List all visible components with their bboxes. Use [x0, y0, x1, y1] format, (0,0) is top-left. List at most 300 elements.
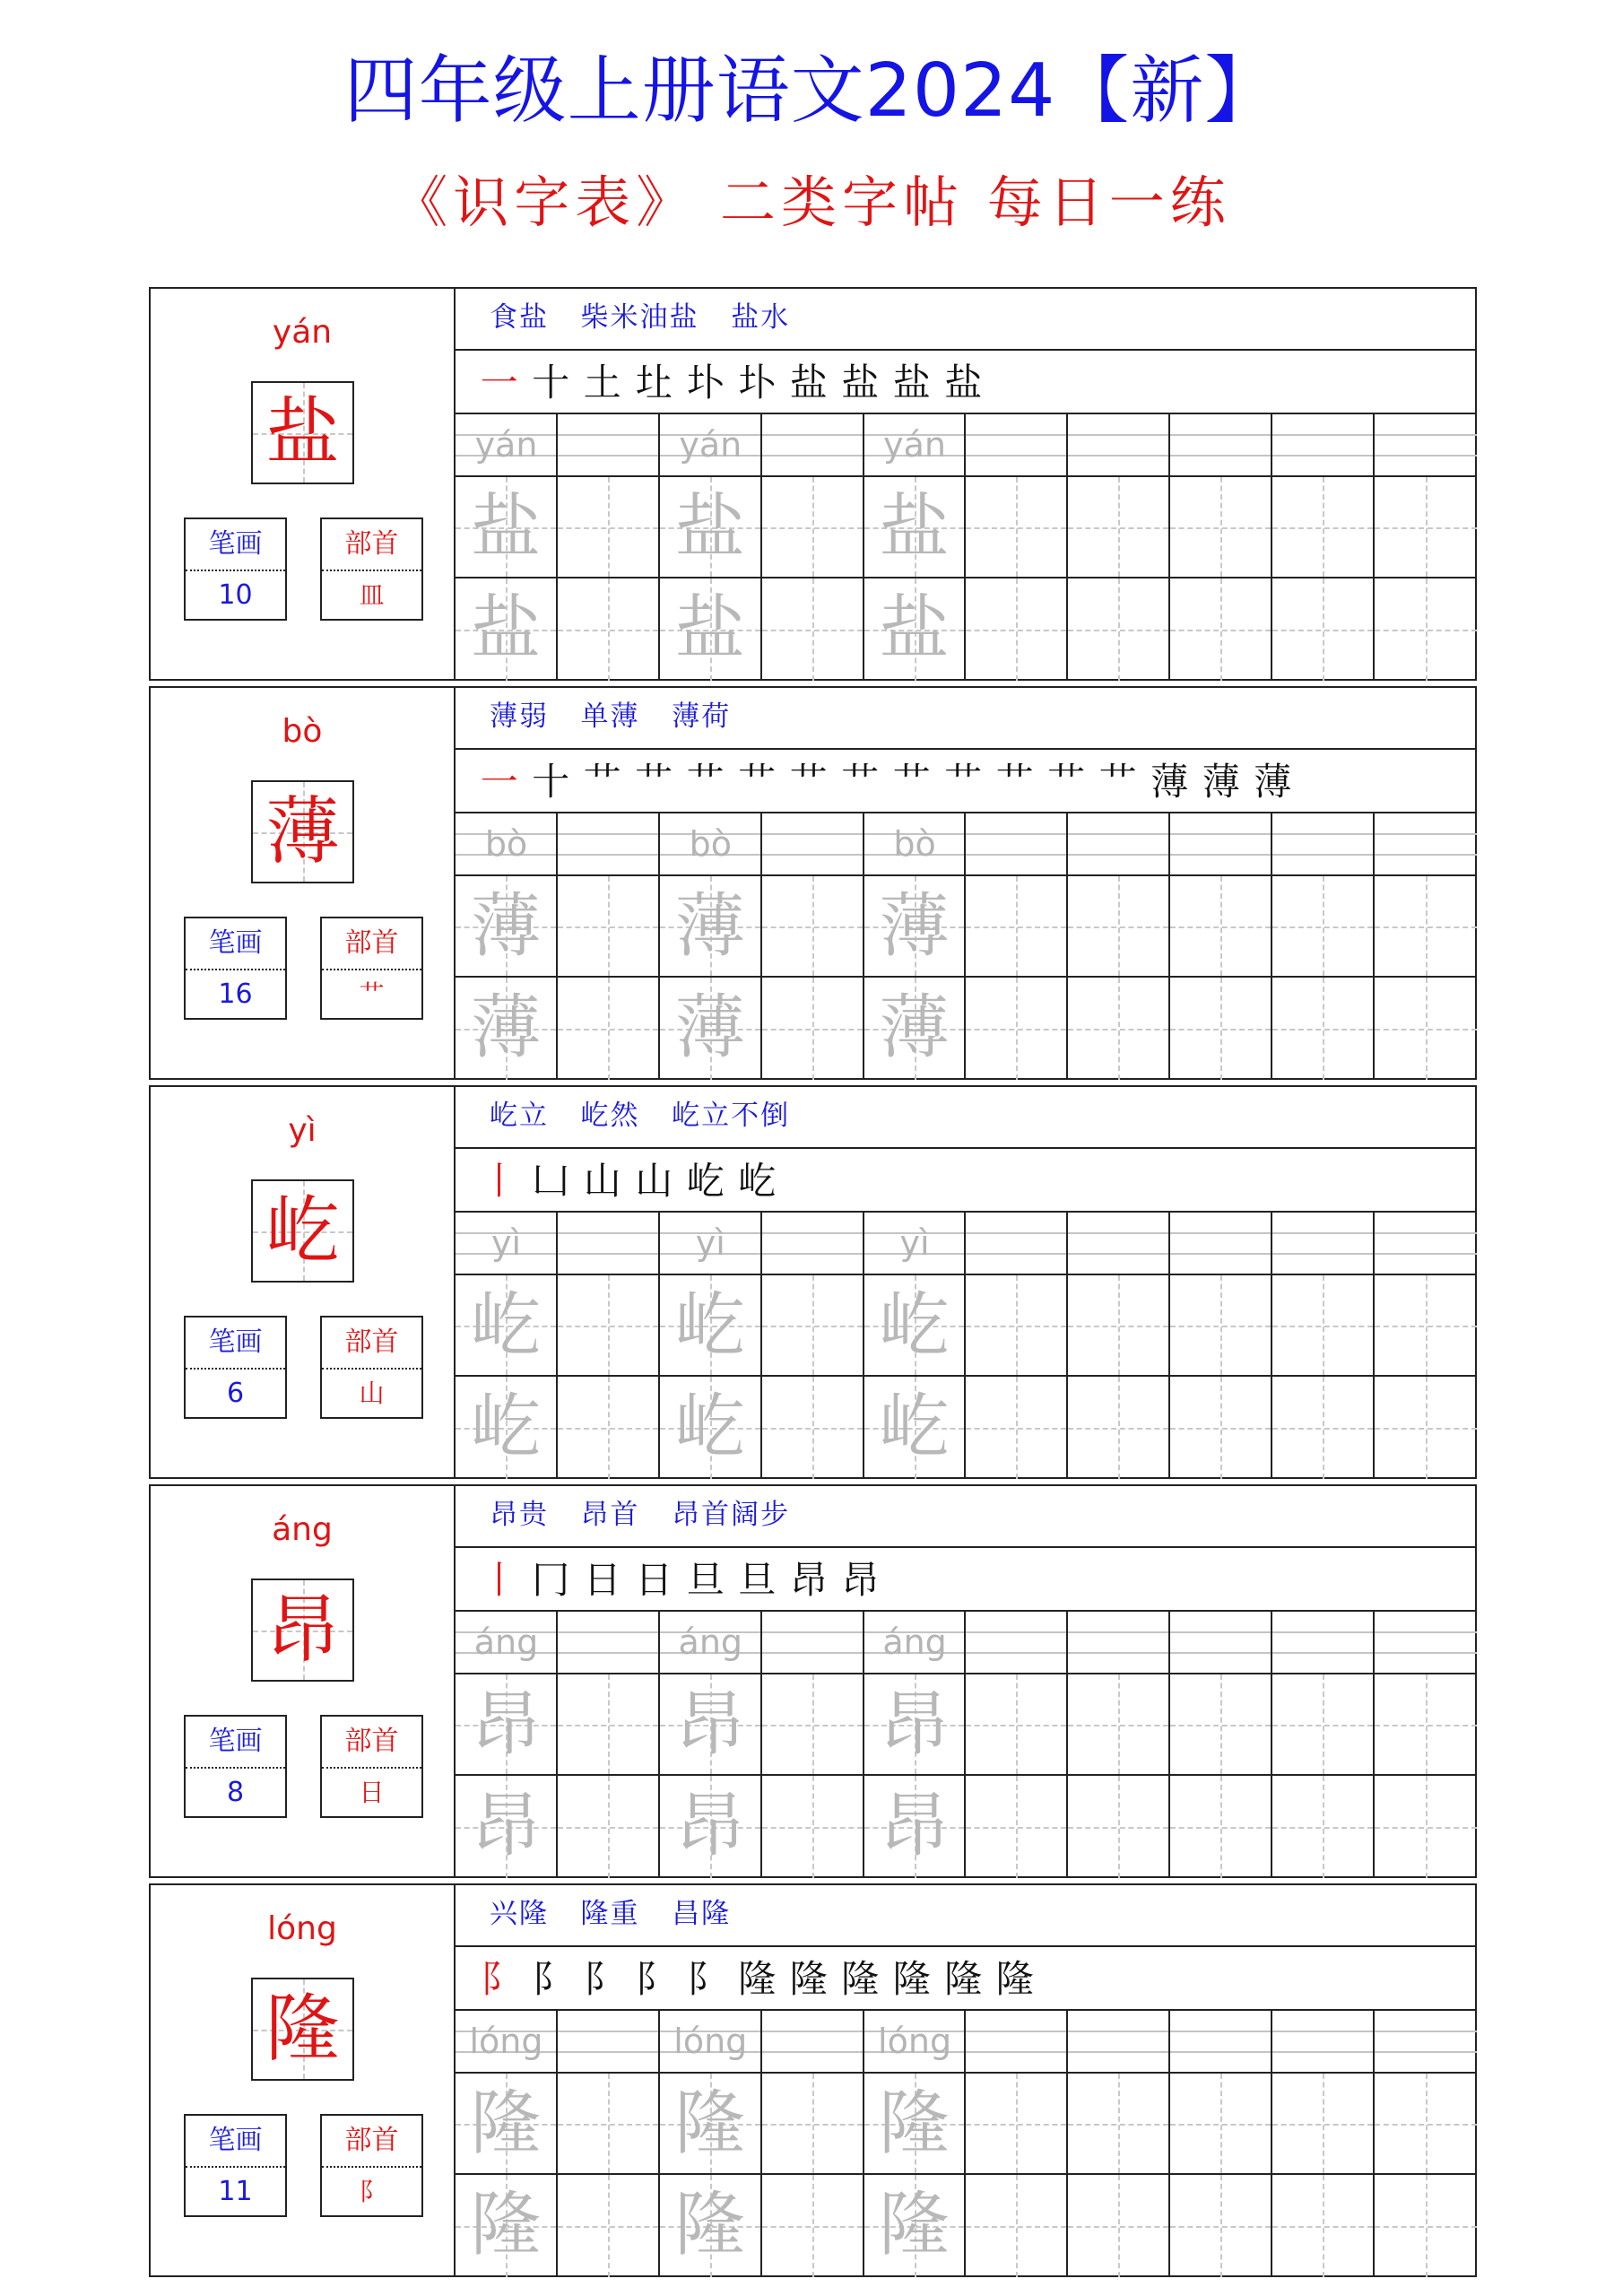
- character-cell[interactable]: [1170, 578, 1272, 681]
- stroke-step: 盐: [841, 361, 880, 404]
- pinyin-cell[interactable]: [1170, 1213, 1272, 1274]
- traced-pinyin: yán: [474, 425, 538, 465]
- stroke-step: 丨: [480, 1558, 518, 1602]
- character-cell[interactable]: [762, 2074, 864, 2173]
- guide-line-vertical: [1323, 978, 1324, 1080]
- stroke-count-label: 笔画: [208, 2125, 263, 2156]
- character-display-box: [251, 1978, 354, 2081]
- pinyin-cell[interactable]: [1375, 414, 1477, 475]
- guide-line-vertical: [812, 1377, 814, 1479]
- guide-line-vertical: [1323, 2175, 1324, 2277]
- pinyin-cell[interactable]: [558, 1213, 660, 1274]
- guide-line-vertical: [1016, 1377, 1018, 1479]
- traced-character: 屹: [674, 1387, 745, 1467]
- pinyin-cell[interactable]: [456, 2011, 558, 2072]
- guide-line-vertical: [1016, 2074, 1018, 2173]
- character-block-2: [149, 686, 1477, 1080]
- character-cell[interactable]: [1375, 1275, 1477, 1375]
- pinyin-cell[interactable]: [762, 414, 864, 475]
- traced-character: 屹: [674, 1285, 745, 1366]
- character-cell[interactable]: [1068, 578, 1170, 681]
- stroke-step: 冂: [532, 1558, 570, 1602]
- character-cell[interactable]: [558, 978, 660, 1080]
- character-cells: [456, 1275, 1477, 1375]
- character-cell[interactable]: [456, 1275, 558, 1375]
- character-cell[interactable]: [1272, 978, 1375, 1080]
- traced-character: 隆: [674, 2185, 745, 2266]
- stroke-order-row: [456, 351, 1477, 414]
- stroke-step: 薄: [1254, 760, 1292, 804]
- pinyin-cell[interactable]: [1068, 1612, 1170, 1673]
- character-cell[interactable]: [558, 1776, 660, 1878]
- guide-line-vertical: [1323, 876, 1324, 976]
- stroke-step: 山: [583, 1159, 621, 1203]
- character-cell[interactable]: [1068, 978, 1170, 1080]
- stroke-step: 隆: [841, 1957, 880, 2001]
- character-cell[interactable]: [966, 2074, 1068, 2173]
- radical-label: 部首: [344, 2125, 399, 2156]
- pinyin-cell[interactable]: [1272, 1612, 1375, 1673]
- pinyin-cell[interactable]: [864, 1612, 967, 1673]
- pinyin-practice-row[interactable]: [456, 1213, 1477, 1275]
- example-words: 薄弱 单薄 薄荷: [490, 700, 732, 733]
- character-cell[interactable]: [966, 1275, 1068, 1375]
- character-cell[interactable]: [864, 1275, 967, 1375]
- stroke-step: 艹: [944, 760, 983, 804]
- stroke-count-label: 笔画: [208, 927, 263, 959]
- character-cell[interactable]: [1272, 1776, 1375, 1878]
- pinyin-cell[interactable]: [660, 414, 762, 475]
- stroke-order-row: [456, 1149, 1477, 1213]
- character-cell[interactable]: [966, 1776, 1068, 1878]
- character-cell[interactable]: [1375, 876, 1477, 976]
- character-cell[interactable]: [864, 477, 967, 577]
- character-cell[interactable]: [966, 477, 1068, 577]
- character-cell[interactable]: [966, 2175, 1068, 2277]
- stroke-step: 盐: [789, 361, 828, 404]
- character-cell[interactable]: [558, 1377, 660, 1479]
- character-cell[interactable]: [864, 1776, 967, 1878]
- pinyin-cell[interactable]: [966, 1612, 1068, 1673]
- guide-line-vertical: [1118, 978, 1120, 1080]
- traced-character: 薄: [674, 987, 745, 1068]
- character-cell[interactable]: [1272, 1377, 1375, 1479]
- character-info-panel: [149, 686, 456, 1080]
- guide-line-vertical: [608, 578, 610, 681]
- character-cell[interactable]: [558, 876, 660, 976]
- guide-line-vertical: [1016, 477, 1018, 577]
- character-cell[interactable]: [966, 876, 1068, 976]
- character-cell[interactable]: [1375, 2074, 1477, 2173]
- character-cell[interactable]: [864, 2175, 967, 2277]
- character-cell[interactable]: [1272, 1674, 1375, 1774]
- character-cell[interactable]: [762, 978, 864, 1080]
- stroke-step: 薄: [1202, 760, 1240, 804]
- pinyin-cell[interactable]: [456, 1612, 558, 1673]
- pinyin-cell[interactable]: [456, 1213, 558, 1274]
- guide-line-vertical: [1118, 876, 1120, 976]
- character-cell[interactable]: [456, 1674, 558, 1774]
- traced-character: 屹: [879, 1285, 950, 1366]
- character-cell[interactable]: [660, 2175, 762, 2277]
- pinyin-cell[interactable]: [1170, 1612, 1272, 1673]
- stroke-order-sequence: [473, 1952, 1041, 2006]
- guide-line-vertical: [1016, 1275, 1018, 1375]
- pinyin-cells: [456, 414, 1477, 475]
- guide-line-vertical: [1323, 1674, 1324, 1774]
- character-cell[interactable]: [558, 1674, 660, 1774]
- traced-character: 隆: [470, 2083, 541, 2164]
- character-cell[interactable]: [1375, 578, 1477, 681]
- guide-line-vertical: [1220, 578, 1222, 681]
- character-cell[interactable]: [1170, 477, 1272, 577]
- character-cell[interactable]: [864, 1377, 967, 1479]
- stroke-count-value: 8: [226, 1777, 245, 1808]
- guide-line-vertical: [812, 978, 814, 1080]
- pinyin-cell[interactable]: [864, 414, 967, 475]
- stroke-step: 隆: [789, 1957, 828, 2001]
- radical-label: 部首: [344, 1326, 399, 1358]
- pinyin-cells: [456, 2011, 1477, 2072]
- traced-character: 屹: [470, 1387, 541, 1467]
- character-cells: [456, 2074, 1477, 2173]
- stroke-count-box: [184, 1715, 287, 1818]
- character-glyph: 薄: [265, 789, 340, 874]
- character-cell[interactable]: [456, 2074, 558, 2173]
- character-cell[interactable]: [1272, 876, 1375, 976]
- character-cell[interactable]: [660, 876, 762, 976]
- character-display-box: [251, 1179, 354, 1283]
- pinyin-cell[interactable]: [1170, 414, 1272, 475]
- character-cell[interactable]: [660, 978, 762, 1080]
- character-glyph: 昂: [265, 1587, 340, 1673]
- pinyin-cell[interactable]: [660, 1612, 762, 1673]
- stroke-order-sequence: [473, 1553, 886, 1607]
- character-cell[interactable]: [1272, 1275, 1375, 1375]
- character-cells: [456, 876, 1477, 976]
- character-cells: [456, 477, 1477, 577]
- character-cell[interactable]: [660, 1776, 762, 1878]
- guide-line-vertical: [1118, 1674, 1120, 1774]
- stroke-step: 艹: [892, 760, 931, 804]
- character-pinyin: yì: [288, 1112, 317, 1149]
- character-cell[interactable]: [864, 1674, 967, 1774]
- character-cell[interactable]: [660, 1377, 762, 1479]
- pinyin-cell[interactable]: [966, 414, 1068, 475]
- stroke-step: 圤: [738, 361, 777, 404]
- pinyin-cell[interactable]: [1375, 1213, 1477, 1274]
- character-cell[interactable]: [456, 1377, 558, 1479]
- character-cell[interactable]: [456, 578, 558, 681]
- page-title: 四年级上册语文2024【新】: [343, 48, 1280, 134]
- character-cell[interactable]: [1375, 477, 1477, 577]
- character-cell[interactable]: [1170, 978, 1272, 1080]
- guide-line-vertical: [1323, 2074, 1324, 2173]
- guide-line-vertical: [812, 876, 814, 976]
- character-cell[interactable]: [456, 978, 558, 1080]
- character-cell[interactable]: [966, 978, 1068, 1080]
- character-cell[interactable]: [762, 1776, 864, 1878]
- character-cell[interactable]: [558, 2074, 660, 2173]
- guide-line-vertical: [1220, 2175, 1222, 2277]
- character-cell[interactable]: [1068, 1674, 1170, 1774]
- character-glyph: 屹: [265, 1188, 340, 1274]
- pinyin-cell[interactable]: [1068, 2011, 1170, 2072]
- radical-label: 部首: [344, 528, 399, 560]
- guide-line-vertical: [1118, 477, 1120, 577]
- stroke-step: 艹: [1047, 760, 1086, 804]
- pinyin-cell[interactable]: [762, 1213, 864, 1274]
- character-cell[interactable]: [456, 1776, 558, 1878]
- example-words: 屹立 屹然 屹立不倒: [490, 1100, 791, 1132]
- character-cell[interactable]: [1272, 2175, 1375, 2277]
- guide-line-vertical: [812, 578, 814, 681]
- character-cell[interactable]: [456, 2175, 558, 2277]
- guide-line-vertical: [1426, 978, 1428, 1080]
- character-cell[interactable]: [864, 578, 967, 681]
- character-cell[interactable]: [1272, 578, 1375, 681]
- character-display-box: [251, 780, 354, 883]
- guide-line-vertical: [1118, 1377, 1120, 1479]
- character-cell[interactable]: [558, 578, 660, 681]
- pinyin-cell[interactable]: [660, 813, 762, 874]
- character-cell[interactable]: [1375, 2175, 1477, 2277]
- guide-line-vertical: [812, 1275, 814, 1375]
- pinyin-cell[interactable]: [762, 1612, 864, 1673]
- character-cell[interactable]: [1170, 876, 1272, 976]
- pinyin-cell[interactable]: [558, 813, 660, 874]
- pinyin-cell[interactable]: [1272, 414, 1375, 475]
- radical-label: 部首: [344, 927, 399, 959]
- pinyin-practice-row[interactable]: [456, 813, 1477, 876]
- pinyin-cells: [456, 1213, 1477, 1274]
- character-cell[interactable]: [1375, 1377, 1477, 1479]
- guide-line-vertical: [812, 2175, 814, 2277]
- character-practice-row-1[interactable]: [456, 2074, 1477, 2175]
- pinyin-cell[interactable]: [558, 1612, 660, 1673]
- character-cell[interactable]: [1068, 1776, 1170, 1878]
- character-cell[interactable]: [558, 1275, 660, 1375]
- pinyin-cell[interactable]: [864, 2011, 967, 2072]
- pinyin-cell[interactable]: [1375, 2011, 1477, 2072]
- pinyin-cell[interactable]: [558, 414, 660, 475]
- character-cell[interactable]: [762, 1377, 864, 1479]
- traced-character: 薄: [470, 886, 541, 967]
- character-cell[interactable]: [1375, 1776, 1477, 1878]
- stroke-order-sequence: [473, 755, 1298, 809]
- character-cell[interactable]: [966, 578, 1068, 681]
- stroke-step: 艹: [583, 760, 621, 804]
- traced-character: 昂: [674, 1684, 745, 1765]
- traced-character: 盐: [674, 588, 745, 669]
- guide-line-vertical: [812, 477, 814, 577]
- character-practice-row-2[interactable]: [456, 1776, 1477, 1878]
- stroke-step: 艹: [738, 760, 777, 804]
- radical-box: [320, 917, 423, 1020]
- pinyin-practice-row[interactable]: [456, 2011, 1477, 2074]
- character-glyph: 隆: [265, 1987, 340, 2072]
- guide-line-vertical: [1323, 1275, 1324, 1375]
- character-practice-row-2[interactable]: [456, 1377, 1477, 1479]
- character-cell[interactable]: [1375, 978, 1477, 1080]
- character-cell[interactable]: [1375, 1674, 1477, 1774]
- character-cells: [456, 1776, 1477, 1878]
- character-cell[interactable]: [558, 477, 660, 577]
- traced-character: 隆: [879, 2185, 950, 2266]
- character-pinyin: bò: [282, 713, 323, 750]
- stroke-step: 山: [635, 1159, 673, 1203]
- character-practice-row-1[interactable]: [456, 876, 1477, 978]
- stroke-step: 盐: [944, 361, 983, 404]
- traced-character: 盐: [879, 588, 950, 669]
- guide-line-vertical: [1426, 1674, 1428, 1774]
- pinyin-cell[interactable]: [456, 813, 558, 874]
- character-cell[interactable]: [1068, 477, 1170, 577]
- character-cell[interactable]: [660, 578, 762, 681]
- character-cell[interactable]: [762, 876, 864, 976]
- character-cell[interactable]: [864, 876, 967, 976]
- pinyin-cell[interactable]: [1375, 1612, 1477, 1673]
- stroke-count-value: 6: [226, 1378, 245, 1409]
- guide-line-vertical: [1220, 876, 1222, 976]
- stroke-step: 盐: [892, 361, 931, 404]
- practice-area: [456, 287, 1477, 681]
- traced-character: 隆: [879, 2083, 950, 2164]
- character-cell[interactable]: [660, 1674, 762, 1774]
- pinyin-cell[interactable]: [1068, 1213, 1170, 1274]
- traced-character: 薄: [470, 987, 541, 1068]
- pinyin-practice-row[interactable]: [456, 1612, 1477, 1674]
- page-subtitle: 《识字表》 二类字帖 每日一练: [392, 170, 1231, 235]
- character-cell[interactable]: [1068, 2175, 1170, 2277]
- pinyin-cell[interactable]: [1272, 813, 1375, 874]
- pinyin-cell[interactable]: [864, 813, 967, 874]
- guide-line-vertical: [1323, 1377, 1324, 1479]
- pinyin-cell[interactable]: [1068, 414, 1170, 475]
- character-cell[interactable]: [558, 2175, 660, 2277]
- character-pinyin: áng: [272, 1511, 333, 1548]
- character-practice-row-1[interactable]: [456, 1275, 1477, 1377]
- guide-line-vertical: [1220, 477, 1222, 577]
- pinyin-cell[interactable]: [966, 2011, 1068, 2072]
- example-words: 食盐 柴米油盐 盐水: [490, 301, 791, 334]
- character-cell[interactable]: [456, 477, 558, 577]
- traced-character: 盐: [470, 588, 541, 669]
- stroke-count-label: 笔画: [208, 1726, 263, 1757]
- example-words-row: [456, 1484, 1477, 1548]
- character-cell[interactable]: [762, 1674, 864, 1774]
- character-cell[interactable]: [1170, 1377, 1272, 1479]
- pinyin-cell[interactable]: [1170, 2011, 1272, 2072]
- pinyin-cell[interactable]: [660, 1213, 762, 1274]
- character-pinyin: lóng: [267, 1910, 337, 1947]
- character-cell[interactable]: [1068, 876, 1170, 976]
- traced-pinyin: yì: [695, 1223, 725, 1263]
- character-cell[interactable]: [762, 477, 864, 577]
- pinyin-cell[interactable]: [966, 1213, 1068, 1274]
- example-words-row: [456, 1883, 1477, 1947]
- traced-pinyin: bò: [484, 824, 528, 864]
- character-cell[interactable]: [1170, 2074, 1272, 2173]
- character-cell[interactable]: [1068, 1377, 1170, 1479]
- pinyin-cell[interactable]: [558, 2011, 660, 2072]
- stroke-step: 日: [583, 1558, 621, 1602]
- character-practice-row-2[interactable]: [456, 578, 1477, 681]
- traced-character: 盐: [470, 487, 541, 568]
- guide-line-vertical: [1426, 477, 1428, 577]
- pinyin-practice-row[interactable]: [456, 414, 1477, 477]
- character-cell[interactable]: [1170, 1275, 1272, 1375]
- character-display-box: [251, 1578, 354, 1682]
- traced-pinyin: áng: [473, 1622, 539, 1662]
- character-cell[interactable]: [762, 2175, 864, 2277]
- radical-value: 皿: [359, 580, 385, 610]
- pinyin-cell[interactable]: [762, 813, 864, 874]
- character-cell[interactable]: [1170, 2175, 1272, 2277]
- character-cell[interactable]: [1068, 2074, 1170, 2173]
- character-cell[interactable]: [1170, 1674, 1272, 1774]
- example-words-row: [456, 287, 1477, 351]
- character-cell[interactable]: [966, 1674, 1068, 1774]
- stroke-count-value: 10: [218, 579, 253, 611]
- character-cell[interactable]: [762, 578, 864, 681]
- practice-area: [456, 686, 1477, 1080]
- stroke-step: 艹: [1098, 760, 1137, 804]
- pinyin-cell[interactable]: [1375, 813, 1477, 874]
- guide-line-vertical: [1016, 1776, 1018, 1878]
- character-cell[interactable]: [864, 2074, 967, 2173]
- character-cells: [456, 1674, 1477, 1774]
- character-cell[interactable]: [864, 978, 967, 1080]
- example-words-row: [456, 686, 1477, 750]
- stroke-step: 一: [480, 361, 518, 404]
- character-cell[interactable]: [1272, 477, 1375, 577]
- traced-pinyin: áng: [882, 1622, 947, 1662]
- character-cell[interactable]: [660, 477, 762, 577]
- pinyin-cell[interactable]: [660, 2011, 762, 2072]
- character-practice-row-2[interactable]: [456, 2175, 1477, 2277]
- pinyin-cell[interactable]: [1068, 813, 1170, 874]
- character-practice-row-1[interactable]: [456, 477, 1477, 578]
- character-cell[interactable]: [456, 876, 558, 976]
- character-cell[interactable]: [762, 1275, 864, 1375]
- pinyin-cell[interactable]: [1170, 813, 1272, 874]
- pinyin-cell[interactable]: [864, 1213, 967, 1274]
- character-info-panel: [149, 287, 456, 681]
- pinyin-cell[interactable]: [966, 813, 1068, 874]
- character-cell[interactable]: [660, 1275, 762, 1375]
- radical-value: 艹: [359, 979, 385, 1009]
- traced-pinyin: lóng: [673, 2022, 748, 2061]
- guide-line-vertical: [1220, 1674, 1222, 1774]
- character-cell[interactable]: [1170, 1776, 1272, 1878]
- character-cell[interactable]: [1272, 2074, 1375, 2173]
- radical-value: 山: [359, 1378, 385, 1408]
- pinyin-cell[interactable]: [1272, 2011, 1375, 2072]
- pinyin-cell[interactable]: [456, 414, 558, 475]
- guide-line-vertical: [1220, 2074, 1222, 2173]
- character-cell[interactable]: [1068, 1275, 1170, 1375]
- character-cell[interactable]: [966, 1377, 1068, 1479]
- character-practice-row-1[interactable]: [456, 1674, 1477, 1776]
- pinyin-cell[interactable]: [762, 2011, 864, 2072]
- character-cell[interactable]: [660, 2074, 762, 2173]
- traced-character: 昂: [470, 1786, 541, 1866]
- pinyin-cell[interactable]: [1272, 1213, 1375, 1274]
- character-practice-row-2[interactable]: [456, 978, 1477, 1080]
- guide-line-vertical: [1426, 2074, 1428, 2173]
- traced-character: 薄: [879, 886, 950, 967]
